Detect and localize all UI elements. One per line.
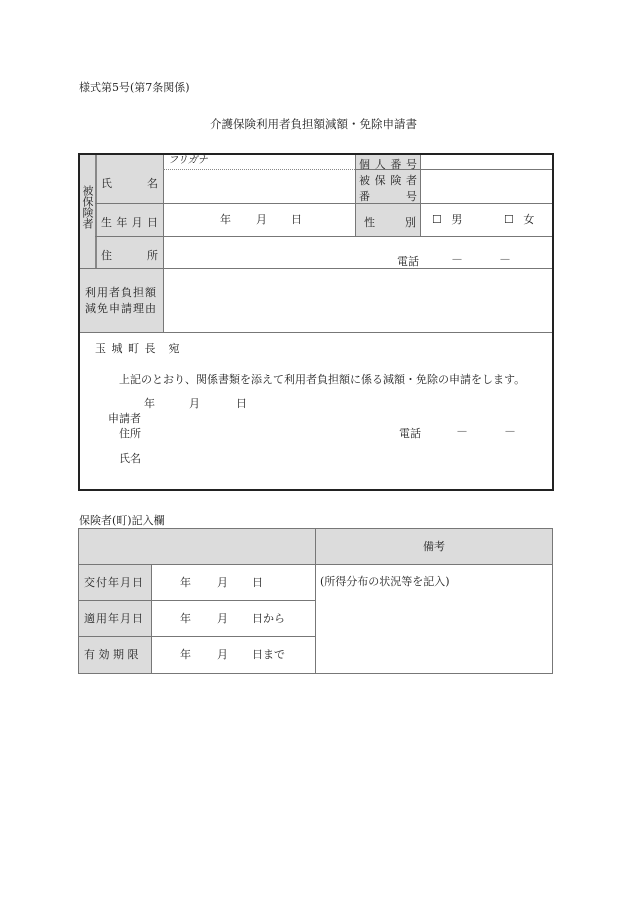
- declaration-month-unit: 月: [189, 397, 200, 410]
- applicant-phone-label: 電話: [399, 427, 421, 440]
- address-label: 住 所: [101, 249, 158, 262]
- applicant-name-label: 氏名: [119, 452, 141, 465]
- issue-year-unit: 年: [180, 576, 191, 589]
- checkbox-icon[interactable]: ☐: [432, 213, 442, 226]
- applicant-address-input[interactable]: [148, 424, 388, 442]
- reason-input[interactable]: [164, 269, 552, 331]
- validity-date-input[interactable]: [152, 637, 314, 672]
- validity-month-unit: 月: [217, 648, 228, 661]
- remarks-input[interactable]: [316, 592, 552, 672]
- apply-year-unit: 年: [180, 612, 191, 625]
- form-number: 様式第5号(第7条関係): [79, 81, 190, 94]
- insured-number-label-line1: 被 保 険 者: [359, 174, 417, 187]
- remarks-header: 備考: [423, 540, 445, 553]
- reason-label-line2: 減免申請理由: [85, 302, 157, 315]
- birthdate-label: 生 年 月 日: [101, 216, 158, 229]
- applicant-phone-separator-1: —: [457, 426, 467, 437]
- issue-date-input[interactable]: [152, 565, 314, 599]
- reason-label-cell: [80, 269, 163, 332]
- validity-year-unit: 年: [180, 648, 191, 661]
- birthdate-input[interactable]: [164, 204, 354, 235]
- insurer-header-left: [79, 529, 315, 564]
- validity-day-unit: 日まで: [252, 648, 285, 661]
- validity-label: 有 効 期 限: [84, 648, 139, 661]
- birth-month-unit: 月: [256, 213, 267, 226]
- addressee: 玉 城 町 長 宛: [95, 342, 181, 355]
- furigana-label: フリガナ: [168, 155, 208, 166]
- issue-date-label: 交付年月日: [84, 576, 144, 589]
- insured-number-label-line2: 番 号: [359, 190, 417, 203]
- apply-month-unit: 月: [217, 612, 228, 625]
- insured-section-label: 被保険者: [81, 185, 94, 229]
- applicant-address-label: 住所: [119, 427, 141, 440]
- insured-number-input[interactable]: [421, 170, 552, 202]
- birth-year-unit: 年: [220, 213, 231, 226]
- declaration-year-unit: 年: [144, 397, 155, 410]
- applicant-label: 申請者: [108, 412, 141, 425]
- sex-option-female[interactable]: ☐ 女: [504, 213, 535, 226]
- applicant-phone-separator-2: —: [505, 426, 515, 437]
- sex-option-male[interactable]: ☐ 男: [432, 213, 463, 226]
- applicant-name-input[interactable]: [148, 448, 448, 466]
- phone-separator-1: —: [452, 254, 462, 265]
- furigana-input[interactable]: [220, 155, 354, 168]
- name-input[interactable]: [164, 170, 354, 202]
- applicant-phone-input[interactable]: [428, 424, 548, 442]
- apply-day-unit: 日から: [252, 612, 285, 625]
- phone-separator-2: —: [500, 254, 510, 265]
- phone-label: 電話: [397, 255, 419, 268]
- declaration-date-input[interactable]: [110, 394, 260, 410]
- declaration-statement: 上記のとおり、関係書類を添えて利用者負担額に係る減額・免除の申請をします。: [119, 373, 526, 386]
- apply-date-label: 適用年月日: [84, 612, 144, 625]
- sex-label: 性 別: [364, 216, 416, 229]
- reason-label-line1: 利用者負担額: [85, 286, 157, 299]
- page-title: 介護保険利用者負担額減額・免除申請書: [210, 117, 417, 131]
- remarks-note: (所得分布の状況等を記入): [320, 575, 450, 588]
- issue-month-unit: 月: [217, 576, 228, 589]
- individual-number-label: 個 人 番 号: [359, 158, 417, 171]
- insurer-section-title: 保険者(町)記入欄: [79, 514, 165, 527]
- phone-input[interactable]: [425, 245, 552, 267]
- name-label: 氏 名: [101, 177, 158, 190]
- apply-date-input[interactable]: [152, 601, 314, 635]
- address-input[interactable]: [164, 237, 394, 267]
- birth-day-unit: 日: [291, 213, 302, 226]
- declaration-day-unit: 日: [236, 397, 247, 410]
- issue-day-unit: 日: [252, 576, 263, 589]
- checkbox-icon[interactable]: ☐: [504, 213, 514, 226]
- individual-number-input[interactable]: [421, 155, 552, 169]
